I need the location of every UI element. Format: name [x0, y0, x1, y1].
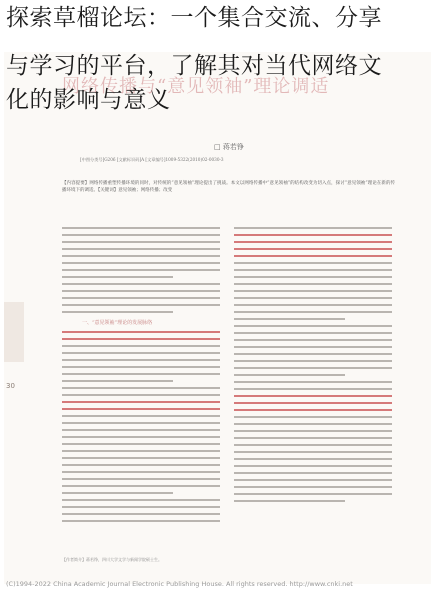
copyright-footer: (C)1994-2022 China Academic Journal Electronic Publishing House. All rights reserved. http://www.cnki.net — [6, 580, 353, 588]
side-margin-tab — [4, 302, 24, 362]
page-number: 30 — [6, 382, 15, 390]
overlay-title-line-1: 探索草榴论坛：一个集合交流、分享 — [6, 5, 382, 31]
text-column-right — [234, 222, 392, 552]
overlay-title-line-2: 与学习的平台，了解其对当代网络文 — [6, 53, 382, 79]
article-title-banner: 网络传播与“意见领袖”理论调适 — [62, 76, 330, 97]
article-abstract: 【内容提要】网络传播重塑传播环境的同时，对传统的“意见领袖”理论提出了挑战。本文以网络传播中“意见领袖”的结构改变为切入点，探讨“意见领袖”理论在新的传播环境下的调适。【关键词】意见领袖；网络传播；改变 — [62, 181, 395, 193]
section-heading: 一、“意见领袖”理论的发展脉络 — [82, 320, 153, 326]
text-column-left — [62, 222, 220, 552]
article-classification-meta: [中图分类号]G206 [文献标识码]A [文章编号]1009-5322(2010)02-0030-3 — [80, 157, 224, 162]
article-author: □ 蒋若铮 — [214, 143, 244, 151]
author-footnote: 【作者简介】蒋若铮，四川大学文学与新闻学院硕士生。 — [62, 557, 162, 562]
overlay-title-line-3: 化的影响与意义 — [6, 87, 171, 113]
scanned-article-page — [4, 52, 431, 584]
